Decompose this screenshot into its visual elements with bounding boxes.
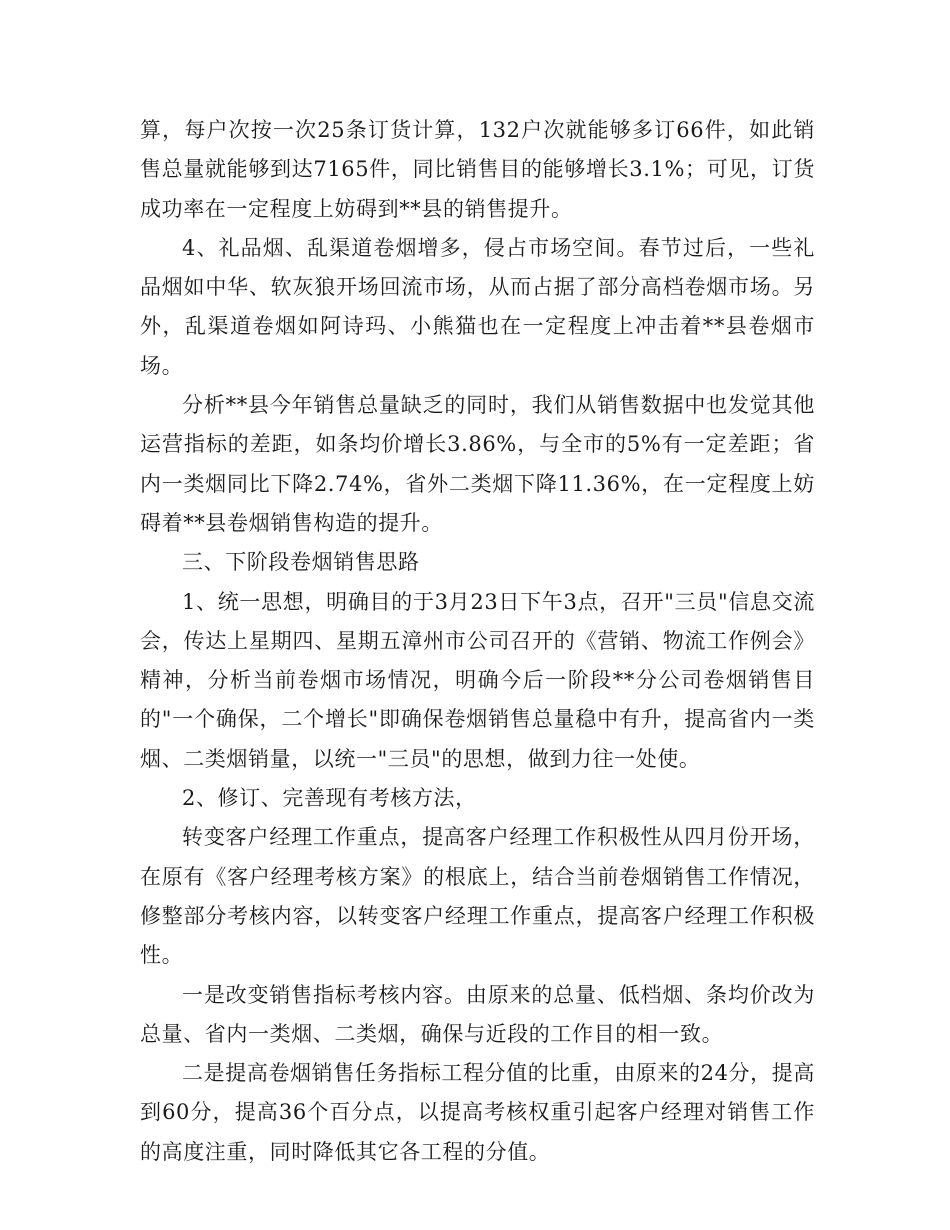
paragraph-point-two: 二是提高卷烟销售任务指标工程分值的比重，由原来的24分，提高到60分，提高36个百分点，以提高考核权重引起客户经理对销售工作的高度注重，同时降低其它各工程的分值。 [140, 1061, 815, 1164]
paragraph-revise-assessment: 2、修订、完善现有考核方法， [182, 786, 477, 811]
paragraph-shift-focus: 转变客户经理工作重点，提高客户经理工作积极性从四月份开场，在原有《客户经理考核方案》的根底上，结合当前卷烟销售工作情况，修整部分考核内容，以转变客户经理工作重点，提高客户经理工作积极性。 [140, 825, 815, 968]
paragraph-analysis: 分析**县今年销售总量缺乏的同时，我们从销售数据中也发觉其他运营指标的差距，如条均价增长3.86%，与全市的5%有一定差距；省内一类烟同比下降2.74%，省外二类烟下降11.36%，在一定程度上妨碍着**县卷烟销售构造的提升。 [140, 393, 815, 535]
section-heading-next-stage: 三、下阶段卷烟销售思路 [182, 550, 420, 575]
paragraph-point-one: 一是改变销售指标考核内容。由原来的总量、低档烟、条均价改为总量、省内一类烟、二类烟，确保与近段的工作目的相一致。 [140, 982, 815, 1046]
paragraph-unify-thinking: 1、统一思想，明确目的于3月23日下午3点，召开"三员"信息交流会，传达上星期四、星期五漳州市公司召开的《营销、物流工作例会》精神，分析当前卷烟市场情况，明确今后一阶段**分公司卷烟销售目的"一个确保，二个增长"即确保卷烟销售总量稳中有升，提高省内一类烟、二类烟销量，以统一"三员"的思想，做到力往一处使。 [140, 589, 815, 771]
paragraph-gift-cigarettes: 4、礼品烟、乱渠道卷烟增多，侵占市场空间。春节过后，一些礼品烟如中华、软灰狼开场回流市场，从而占据了部分高档卷烟市场。另外，乱渠道卷烟如阿诗玛、小熊猫也在一定程度上冲击着**县卷烟市场。 [140, 235, 815, 378]
document-body [140, 111, 815, 1172]
paragraph-order-success-rate: 算，每户次按一次25条订货计算，132户次就能够多订66件，如此销售总量就能够到达7165件，同比销售目的能够增长3.1%；可见，订货成功率在一定程度上妨碍到**县的销售提升。 [140, 118, 815, 221]
